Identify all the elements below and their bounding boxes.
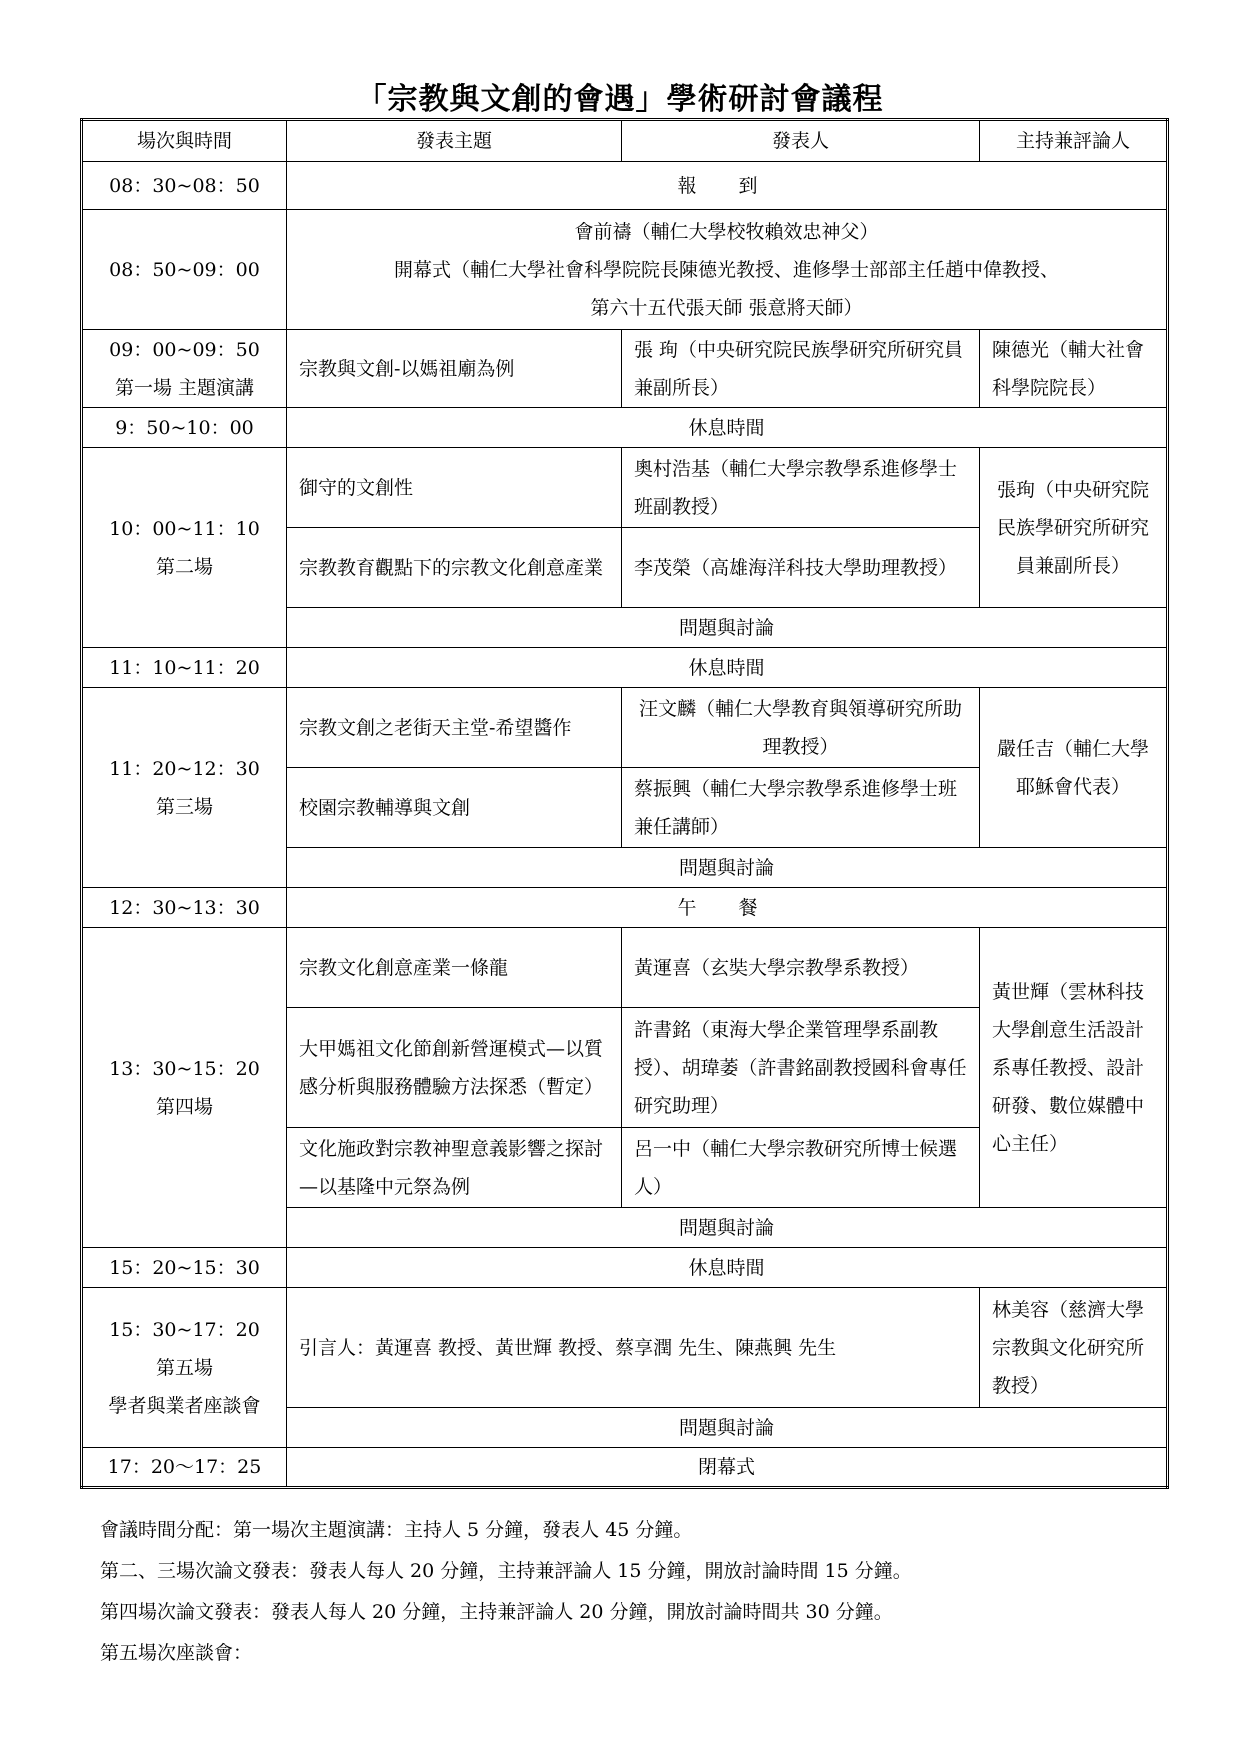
session5-row [82,1288,1168,1408]
page-title: 「宗教與文創的會遇」學術研討會議程 [356,82,884,117]
event-cell: 休息時間 [287,1248,1168,1288]
agenda-table [80,118,1169,1489]
opening-row [82,210,1168,330]
discussion-cell: 問題與討論 [287,848,1168,888]
session-name: 第五場 [155,1356,213,1379]
discussion-cell: 問題與討論 [287,608,1168,648]
opening-ceremony: 開幕式（輔仁大學社會科學院院長陳德光教授、進修學士部部主任趙中偉教授、 [393,258,1059,281]
header-chair: 主持兼評論人 [980,120,1168,162]
session-time-cell [82,928,287,1248]
session-time-cell [82,448,287,648]
event-cell: 休息時間 [287,408,1168,448]
closing-row [82,1448,1168,1488]
note-line: 會議時間分配：第一場次主題演講：主持人 5 分鐘，發表人 45 分鐘。 [100,1519,693,1541]
time-cell: 11：10~11：20 [82,648,287,688]
chair-cell: 黃世輝（雲林科技大學創意生活設計系專任教授、設計研發、數位媒體中心主任） [980,928,1168,1208]
session-time: 09：00~09：50 [109,338,260,361]
opening-ceremony-cont: 第六十五代張天師 張意將天師） [590,296,863,319]
session-name: 第一場 主題演講 [114,376,255,399]
session-time: 11：20~12：30 [109,757,260,780]
presenter-cell: 奧村浩基（輔仁大學宗教學系進修學士班副教授） [622,448,980,528]
opening-prayer: 會前禱（輔仁大學校牧賴效忠神父） [574,220,879,243]
session-time: 13：30~15：20 [109,1057,260,1080]
session1-row [82,330,1168,408]
presenter-cell: 黃運喜（玄奘大學宗教學系教授） [622,928,980,1008]
header-time: 場次與時間 [82,120,287,162]
time-cell: 17：20～17：25 [82,1448,287,1488]
topic-cell: 宗教文創之老街天主堂-希望醬作 [287,688,622,768]
chair-cell: 張珣（中央研究院民族學研究所研究員兼副所長） [980,448,1168,608]
session-time-cell [82,330,287,408]
session3-row [82,688,1168,768]
session-name: 第三場 [155,795,213,818]
session4-row [82,928,1168,1008]
session-time: 15：30~17：20 [109,1318,260,1341]
time-cell: 12：30~13：30 [82,888,287,928]
header-topic: 發表主題 [287,120,622,162]
time-allocation-notes [100,1510,1160,1674]
note-line: 第二、三場次論文發表：發表人每人 20 分鐘，主持兼評論人 15 分鐘，開放討論時間 15 分鐘。 [100,1560,912,1582]
session-time-cell [82,688,287,888]
opening-cell [287,210,1168,330]
time-cell: 9：50~10：00 [82,408,287,448]
topic-cell: 校園宗教輔導與文創 [287,768,622,848]
discussion-cell: 問題與討論 [287,1408,1168,1448]
event-cell: 午 餐 [287,888,1168,928]
topic-cell: 大甲媽祖文化節創新營運模式—以質感分析與服務體驗方法探悉（暫定） [287,1008,622,1128]
event-cell: 休息時間 [287,648,1168,688]
session-name: 第二場 [155,555,213,578]
time-cell: 08：50~09：00 [82,210,287,330]
time-cell: 15：20~15：30 [82,1248,287,1288]
chair-cell: 嚴任吉（輔仁大學耶穌會代表） [980,688,1168,848]
chair-cell: 陳德光（輔大社會科學院院長） [980,330,1168,408]
note-line: 第五場次座談會： [100,1642,253,1664]
chair-cell: 林美容（慈濟大學宗教與文化研究所教授） [980,1288,1168,1408]
break-row [82,648,1168,688]
speakers-cell: 引言人：黃運喜 教授、黃世輝 教授、蔡享潤 先生、陳燕興 先生 [287,1288,980,1408]
presenter-cell: 呂一中（輔仁大學宗教研究所博士候選人） [622,1128,980,1208]
presenter-cell: 汪文麟（輔仁大學教育與領導研究所助理教授） [622,688,980,768]
topic-cell: 宗教與文創-以媽祖廟為例 [287,330,622,408]
header-presenter: 發表人 [622,120,980,162]
registration-row [82,162,1168,210]
session2-row [82,448,1168,528]
lunch-row [82,888,1168,928]
session-name: 第四場 [155,1095,213,1118]
event-cell: 報 到 [287,162,1168,210]
discussion-cell: 問題與討論 [287,1208,1168,1248]
presenter-cell: 許書銘（東海大學企業管理學系副教授）、胡瑋萎（許書銘副教授國科會專任研究助理） [622,1008,980,1128]
presenter-cell: 李茂榮（高雄海洋科技大學助理教授） [622,528,980,608]
topic-cell: 御守的文創性 [287,448,622,528]
topic-cell: 宗教教育觀點下的宗教文化創意產業 [287,528,622,608]
session-subtitle: 學者與業者座談會 [108,1394,261,1417]
presenter-cell: 張 珣（中央研究院民族學研究所研究員兼副所長） [622,330,980,408]
presenter-cell: 蔡振興（輔仁大學宗教學系進修學士班兼任講師） [622,768,980,848]
time-cell: 08：30~08：50 [82,162,287,210]
topic-cell: 宗教文化創意產業一條龍 [287,928,622,1008]
header-row [82,120,1168,162]
event-cell: 閉幕式 [287,1448,1168,1488]
session-time: 10：00~11：10 [109,517,260,540]
note-line: 第四場次論文發表：發表人每人 20 分鐘，主持兼評論人 20 分鐘，開放討論時間共 30 分鐘。 [100,1601,893,1623]
break-row [82,1248,1168,1288]
session-time-cell [82,1288,287,1448]
break-row [82,408,1168,448]
topic-cell: 文化施政對宗教神聖意義影響之探討—以基隆中元祭為例 [287,1128,622,1208]
